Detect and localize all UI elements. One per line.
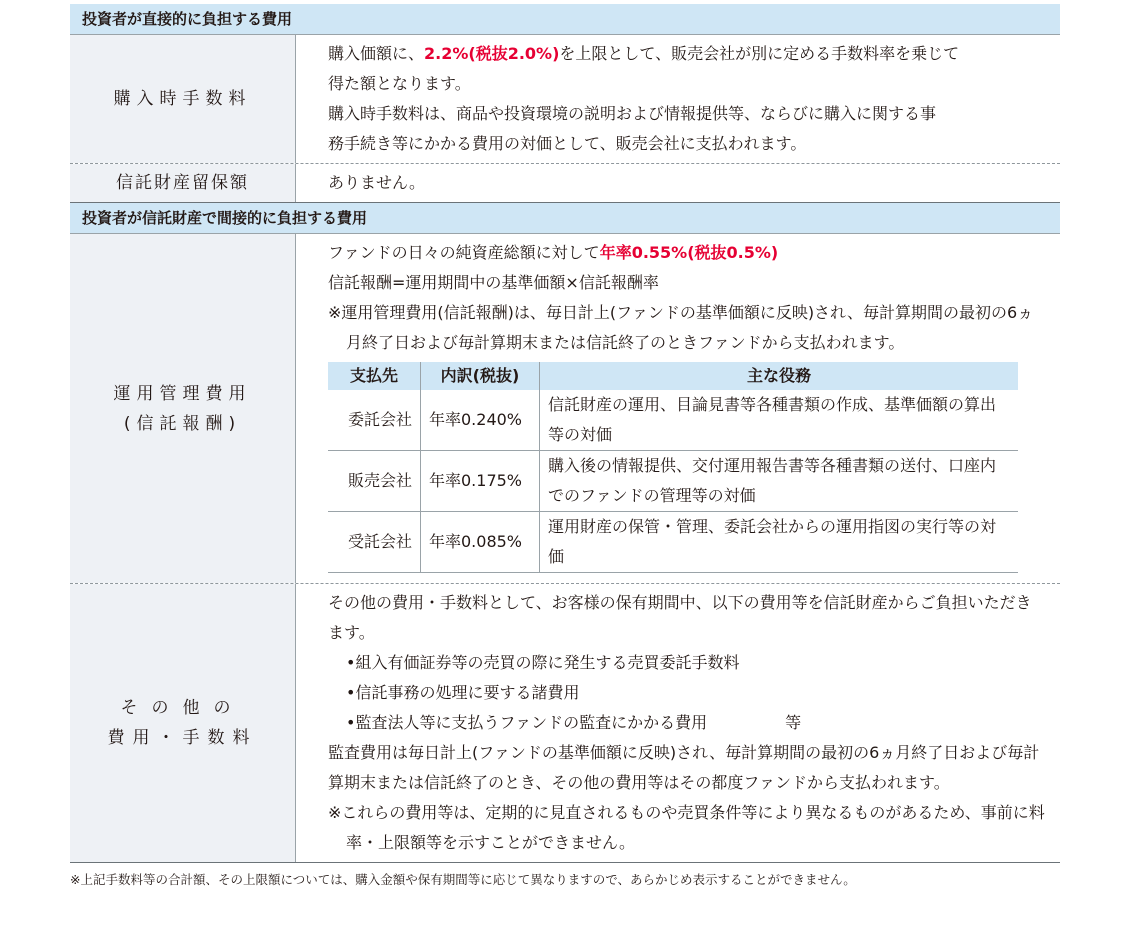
label-other-fees-2: 費用・手数料 <box>107 728 258 748</box>
label-other-fees-1: その他の <box>120 698 245 718</box>
bullet-item: •信託事務の処理に要する諸費用 <box>346 683 580 702</box>
rate: 年率0.175% <box>421 451 540 512</box>
col-rate: 内訳(税抜) <box>421 362 540 390</box>
label-management-fee-2: (信託報酬) <box>123 413 242 434</box>
other-fees-audit: 監査費用は毎日計上(ファンドの基準価額に反映)され、毎計算期間の最初の6ヵ月終了日および毎計算期末または信託終了のとき、その他の費用等はその都度ファンドから支払われます。 <box>328 743 1040 792</box>
service: 購入後の情報提供、交付運用報告書等各種書類の送付、口座内でのファンドの管理等の対価 <box>540 451 1019 512</box>
row-management-fee <box>70 234 1060 584</box>
payee: 販売会社 <box>328 451 421 512</box>
table-row <box>328 390 1018 451</box>
label-purchase-fee: 購入時手数料 <box>70 35 296 163</box>
text: を上限として、販売会社が別に定める手数料率を乗じて <box>559 44 960 63</box>
purchase-fee-rate: 2.2%(税抜2.0%) <box>424 44 560 63</box>
content-retention: ありません。 <box>328 173 425 192</box>
purchase-fee-line-4: 務手続き等にかかる費用の対価として、販売会社に支払われます。 <box>328 134 807 153</box>
section-header-indirect: 投資者が信託財産で間接的に負担する費用 <box>70 203 1060 234</box>
bullet-item <box>328 708 1046 738</box>
payee: 受託会社 <box>328 512 421 573</box>
row-other-fees <box>70 584 1060 863</box>
table-header-row <box>328 362 1018 390</box>
content-management-fee <box>296 234 1060 583</box>
text: ファンドの日々の純資産総額に対して <box>328 243 600 262</box>
other-fees-note: ※これらの費用等は、定期的に見直されるものや売買条件等により異なるものがあるため、事前に料率・上限額等を示すことができません。 <box>328 803 1045 852</box>
bullet-suffix: 等 <box>785 713 802 732</box>
table-row <box>328 512 1018 573</box>
service: 運用財産の保管・管理、委託会社からの運用指図の実行等の対価 <box>540 512 1019 573</box>
service: 信託財産の運用、目論見書等各種書類の作成、基準価額の算出等の対価 <box>540 390 1019 451</box>
text: •監査法人等に支払うファンドの監査にかかる費用 <box>346 713 708 732</box>
rate: 年率0.085% <box>421 512 540 573</box>
label-other-fees <box>70 584 296 862</box>
bullet-item: •組入有価証券等の売買の際に発生する売買委託手数料 <box>346 653 740 672</box>
mgmt-fee-note: ※運用管理費用(信託報酬)は、毎日計上(ファンドの基準価額に反映)され、毎計算期間の最初の6ヵ月終了日および毎計算期末または信託終了のときファンドから支払われます。 <box>328 303 1034 352</box>
fee-table <box>70 4 1060 889</box>
purchase-fee-line-3: 購入時手数料は、商品や投資環境の説明および情報提供等、ならびに購入に関する事 <box>328 104 937 123</box>
label-retention: 信託財産留保額 <box>70 164 296 202</box>
purchase-fee-line-1 <box>328 39 1046 69</box>
other-fees-intro: その他の費用・手数料として、お客様の保有期間中、以下の費用等を信託財産からご負担いただきます。 <box>328 593 1032 642</box>
section-header-direct: 投資者が直接的に負担する費用 <box>70 4 1060 35</box>
text: 購入価額に、 <box>328 44 425 63</box>
col-service: 主な役務 <box>540 362 1019 390</box>
rate: 年率0.240% <box>421 390 540 451</box>
label-management-fee <box>70 234 296 583</box>
table-row <box>328 451 1018 512</box>
row-retention <box>70 164 1060 203</box>
fee-breakdown-table <box>328 362 1018 573</box>
content-purchase-fee <box>296 35 1060 163</box>
mgmt-fee-rate: 年率0.55%(税抜0.5%) <box>599 243 779 262</box>
col-payee: 支払先 <box>328 362 421 390</box>
purchase-fee-line-2: 得た額となります。 <box>328 74 471 93</box>
payee: 委託会社 <box>328 390 421 451</box>
label-management-fee-1: 運用管理費用 <box>113 383 252 404</box>
row-purchase-fee <box>70 35 1060 164</box>
mgmt-fee-line-1 <box>328 238 1046 268</box>
content-other-fees <box>296 584 1060 862</box>
mgmt-fee-formula: 信託報酬=運用期間中の基準価額×信託報酬率 <box>328 273 659 292</box>
footnote: ※上記手数料等の合計額、その上限額については、購入金額や保有期間等に応じて異なりますので、あらかじめ表示することができません。 <box>70 872 856 887</box>
